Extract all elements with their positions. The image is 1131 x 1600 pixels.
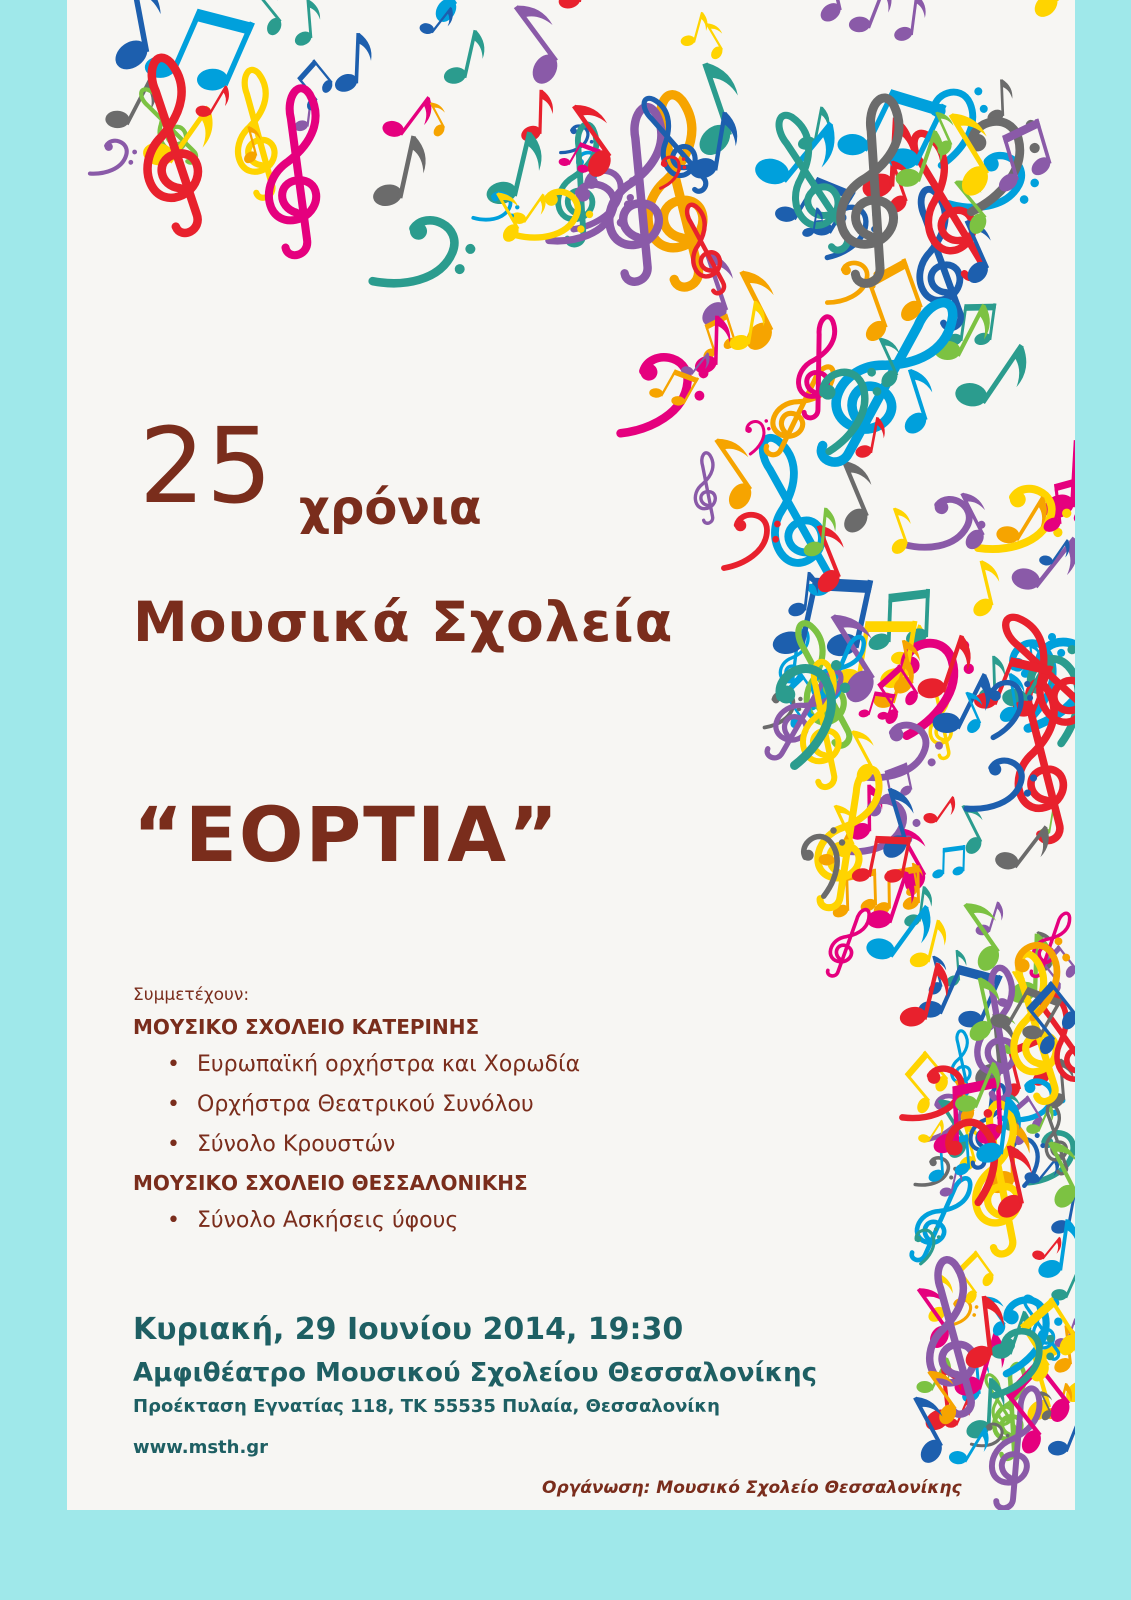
list-item xyxy=(167,1052,580,1077)
event-venue: Αμφιθέατρο Μουσικού Σχολείου Θεσσαλονίκης xyxy=(133,1358,818,1388)
treble-clef-icon xyxy=(820,903,873,980)
eighth-note-icon xyxy=(942,895,1019,979)
eighth-note-icon xyxy=(818,455,888,540)
school-name: ΜΟΥΣΙΚΟ ΣΧΟΛΕΙΟ ΚΑΤΕΡΙΝΗΣ xyxy=(133,1015,480,1039)
music-notes-decoration xyxy=(67,0,1075,1510)
bass-clef-icon xyxy=(373,207,479,316)
eighth-note-icon xyxy=(1011,0,1075,24)
website-link[interactable]: www.msth.gr xyxy=(133,1437,269,1458)
subtitle: Μουσικά Σχολεία xyxy=(133,590,674,654)
eighth-note-icon xyxy=(403,0,475,30)
participants-label: Συμμετέχουν: xyxy=(133,985,250,1005)
eighth-note-icon xyxy=(807,0,856,27)
eighth-note-icon xyxy=(289,0,322,49)
list-item-label: Ευρωπαϊκή ορχήστρα και Χορωδία xyxy=(197,1052,581,1077)
treble-clef-icon xyxy=(693,452,717,523)
event-title: “ΕΟΡΤΙΑ” xyxy=(133,790,561,879)
eighth-note-icon xyxy=(1035,532,1075,575)
event-address: Προέκταση Εγνατίας 118, ΤΚ 55535 Πυλαία, Θεσσαλονίκη xyxy=(133,1396,720,1417)
list-item-label: Ορχήστρα Θεατρικού Συνόλου xyxy=(197,1092,534,1117)
anniversary-number: 25 xyxy=(139,405,274,527)
bass-clef-icon xyxy=(966,753,1039,829)
list-item xyxy=(167,1092,534,1117)
eighth-note-icon xyxy=(439,25,489,92)
organizer-credit: Οργάνωση: Μουσικό Σχολείο Θεσσαλονίκης xyxy=(542,1478,962,1498)
eighth-note-icon xyxy=(332,32,373,96)
list-item-label: Σύνολο Κρουστών xyxy=(197,1132,396,1157)
beamed-notes-icon xyxy=(931,844,966,881)
eighth-note-icon xyxy=(843,0,897,43)
eighth-note-icon xyxy=(367,130,431,218)
eighth-note-icon xyxy=(960,558,1007,622)
list-item xyxy=(167,1208,458,1233)
list-item xyxy=(167,1132,395,1157)
list-item-label: Σύνολο Ασκήσεις ύφους xyxy=(197,1208,459,1233)
eighth-note-icon xyxy=(554,0,600,16)
event-date-time: Κυριακή, 29 Ιουνίου 2014, 19:30 xyxy=(133,1312,684,1347)
anniversary-word: χρόνια xyxy=(299,480,482,536)
bullet: • xyxy=(167,1092,180,1117)
eighth-note-icon xyxy=(891,0,928,46)
bass-clef-icon xyxy=(90,136,139,187)
eighth-note-icon xyxy=(894,956,954,1037)
bullet: • xyxy=(167,1132,180,1157)
eighth-note-icon xyxy=(694,20,733,64)
eighth-note-icon xyxy=(518,89,553,145)
bullet: • xyxy=(167,1208,180,1233)
eighth-note-icon xyxy=(988,812,1058,886)
eighth-note-icon xyxy=(677,8,710,52)
eighth-note-icon xyxy=(376,84,440,152)
eighth-note-icon xyxy=(919,788,960,833)
eighth-note-icon xyxy=(490,0,581,94)
treble-clef-icon xyxy=(902,1169,976,1265)
bullet: • xyxy=(167,1052,180,1077)
school-name: ΜΟΥΣΙΚΟ ΣΧΟΛΕΙΟ ΘΕΣΣΑΛΟΝΙΚΗΣ xyxy=(133,1171,528,1195)
eighth-note-icon xyxy=(877,505,920,559)
poster xyxy=(67,0,1075,1510)
